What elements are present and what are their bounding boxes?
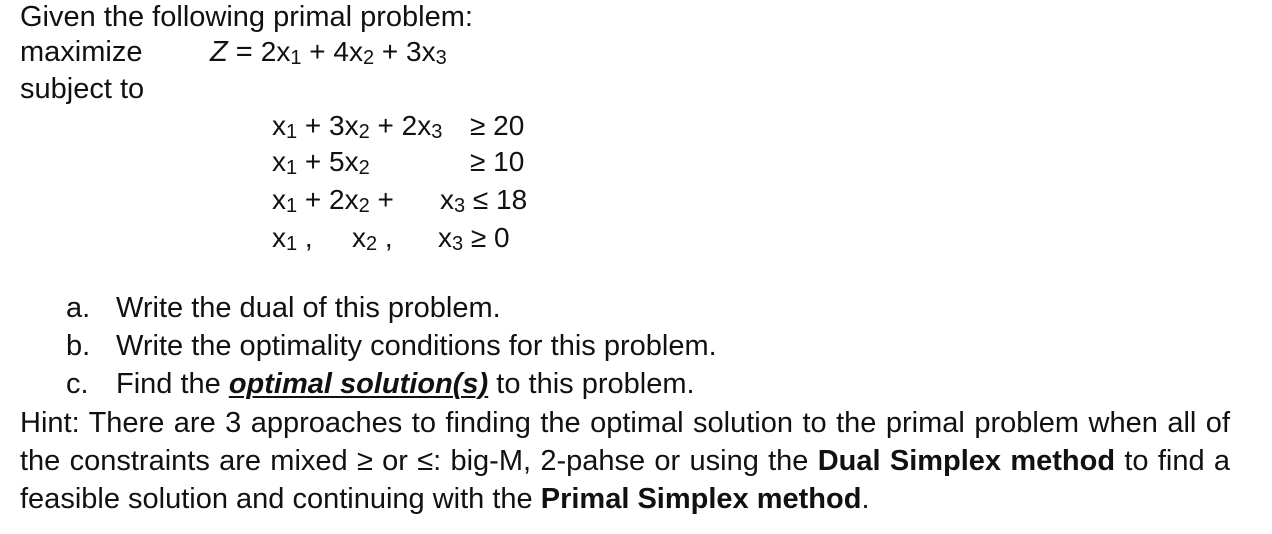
- question-c-emphasis: optimal solution(s): [228, 368, 489, 400]
- nonneg-subscript: 2: [366, 233, 378, 255]
- nonneg-relation: ≥ 0: [463, 222, 510, 253]
- constraint-2-lhs: [272, 148, 370, 178]
- question-b-text: Write the optimality conditions for this problem.: [116, 330, 717, 362]
- nonneg-x2: [352, 224, 393, 254]
- constraint-1-lhs: [272, 112, 442, 142]
- constraint-subscript: 1: [286, 121, 298, 143]
- constraint-term: x: [272, 110, 286, 141]
- hint-paragraph: [20, 404, 1230, 518]
- objective-equals: =: [227, 36, 261, 68]
- objective-term: + 3x: [374, 36, 436, 67]
- nonneg-subscript: 3: [452, 233, 464, 255]
- constraint-subscript: 3: [454, 195, 466, 217]
- objective-z: Z: [210, 36, 228, 68]
- nonneg-separator: ,: [297, 222, 313, 253]
- constraint-subscript: 1: [286, 157, 298, 179]
- constraint-term: x: [440, 184, 454, 215]
- objective-term: + 4x: [301, 36, 363, 67]
- constraint-3-rhs: [440, 186, 527, 216]
- nonneg-x3: [438, 224, 510, 254]
- question-c-letter: c.: [66, 368, 89, 400]
- nonneg-var: x: [438, 222, 452, 253]
- constraint-term: + 2x: [297, 184, 359, 215]
- nonneg-x1: [272, 224, 313, 254]
- constraint-subscript: 2: [358, 157, 370, 179]
- constraint-relation: ≤ 18: [465, 184, 528, 215]
- hint-primal-simplex: Primal Simplex method: [540, 483, 862, 515]
- constraint-term: x: [272, 146, 286, 177]
- constraint-term: x: [272, 184, 286, 215]
- objective-subscript: 1: [290, 47, 302, 69]
- question-c-post: to this problem.: [488, 368, 695, 400]
- hint-dual-simplex: Dual Simplex method: [817, 445, 1116, 477]
- nonneg-separator: ,: [377, 222, 393, 253]
- constraint-relation: ≥ 20: [470, 110, 525, 141]
- objective-term: 2x: [260, 36, 291, 67]
- constraint-subscript: 1: [286, 195, 298, 217]
- subject-to-label: subject to: [20, 73, 145, 105]
- constraint-subscript: 3: [431, 121, 443, 143]
- constraint-subscript: 2: [358, 195, 370, 217]
- question-c-pre: Find the: [116, 368, 229, 400]
- constraint-term: +: [369, 184, 394, 215]
- maximize-label: maximize: [20, 36, 143, 68]
- objective-function: [210, 38, 447, 68]
- nonneg-var: x: [272, 222, 286, 253]
- problem-intro: Given the following primal problem:: [20, 1, 473, 33]
- question-b-letter: b.: [66, 330, 91, 362]
- hint-text-1: Hint: There are 3 approaches to finding the optimal solution to the primal problem when all of the constraints are mixed ≥ or ≤: big-M, 2-pahse or using the: [20, 407, 1230, 477]
- constraint-relation: ≥ 10: [470, 146, 525, 177]
- question-c-text: [116, 370, 695, 399]
- constraint-3-lhs: [272, 186, 394, 216]
- constraint-term: + 3x: [297, 110, 359, 141]
- constraint-term: + 2x: [369, 110, 432, 141]
- constraint-subscript: 2: [358, 121, 370, 143]
- constraint-term: + 5x: [297, 146, 359, 177]
- hint-text-3: .: [861, 483, 870, 515]
- question-a-text: Write the dual of this problem.: [116, 292, 501, 324]
- hint-text-2: to find a feasible solution and continuing with the: [20, 445, 1230, 515]
- objective-subscript: 3: [435, 47, 447, 69]
- nonneg-subscript: 1: [286, 233, 298, 255]
- objective-subscript: 2: [362, 47, 375, 69]
- nonneg-var: x: [352, 222, 366, 253]
- question-a-letter: a.: [66, 292, 91, 324]
- constraint-2-rhs: [470, 148, 524, 177]
- constraint-1-rhs: [470, 112, 524, 141]
